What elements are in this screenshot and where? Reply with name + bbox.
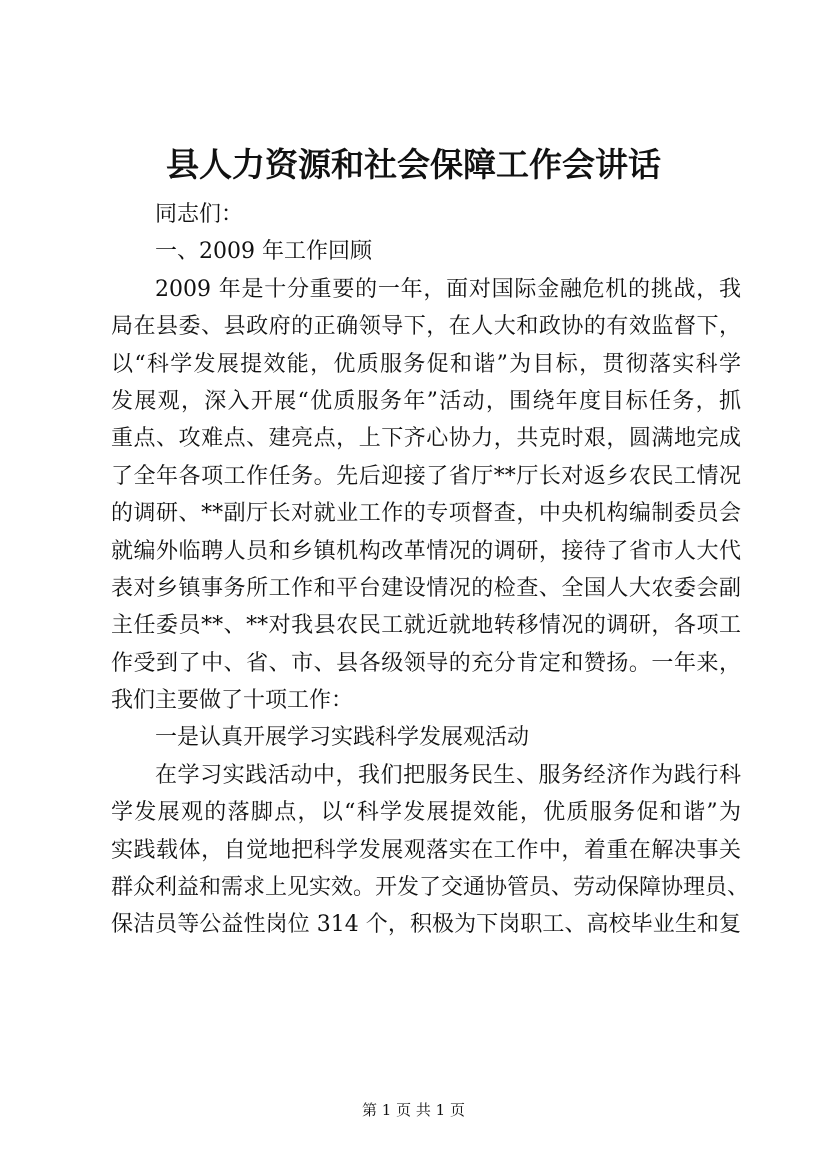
salutation-line: 同志们：: [155, 202, 244, 227]
paragraph-line: 发展观，深入开展“优质服务年”活动，围绕年度目标任务，抓: [111, 388, 741, 414]
section-heading: 一、2009 年工作回顾: [155, 239, 372, 265]
page-footer: 第 1 页 共 1 页: [362, 1101, 465, 1119]
paragraph-line: 作受到了中、省、市、县各级领导的充分肯定和赞扬。一年来，: [111, 650, 741, 676]
paragraph-line: 保洁员等公益性岗位 314 个，积极为下岗职工、高校毕业生和复: [111, 912, 741, 938]
document-title: 县人力资源和社会保障工作会讲话: [166, 145, 661, 184]
paragraph-line: 的调研、**副厅长对就业工作的专项督查，中央机构编制委员会: [111, 501, 741, 527]
paragraph-line: 局在县委、县政府的正确领导下，在人大和政协的有效监督下，: [111, 314, 741, 340]
document-body: [111, 196, 750, 944]
paragraph-line: 在学习实践活动中，我们把服务民生、服务经济作为践行科: [155, 762, 741, 788]
paragraph-line: 重点、攻难点、建亮点，上下齐心协力，共克时艰，圆满地完成: [111, 426, 741, 452]
subsection-heading: 一是认真开展学习实践科学发展观活动: [155, 725, 530, 751]
paragraph-line: 实践载体，自觉地把科学发展观落实在工作中，着重在解决事关: [111, 837, 741, 863]
paragraph-line: 表对乡镇事务所工作和平台建设情况的检查、全国人大农委会副: [111, 575, 741, 601]
paragraph-line: 2009 年是十分重要的一年，面对国际金融危机的挑战，我: [155, 276, 741, 302]
paragraph-line: 我们主要做了十项工作：: [111, 688, 354, 714]
paragraph-line: 主任委员**、**对我县农民工就近就地转移情况的调研，各项工: [111, 613, 741, 639]
paragraph-line: 群众利益和需求上见实效。开发了交通协管员、劳动保障协理员、: [111, 875, 750, 901]
paragraph-line: 了全年各项工作任务。先后迎接了省厅**厅长对返乡农民工情况: [111, 463, 741, 489]
paragraph-line: 就编外临聘人员和乡镇机构改革情况的调研，接待了省市人大代: [111, 538, 741, 564]
paragraph-line: 以“科学发展提效能，优质服务促和谐”为目标，贯彻落实科学: [111, 351, 741, 377]
paragraph-line: 学发展观的落脚点，以“科学发展提效能，优质服务促和谐”为: [111, 800, 741, 826]
